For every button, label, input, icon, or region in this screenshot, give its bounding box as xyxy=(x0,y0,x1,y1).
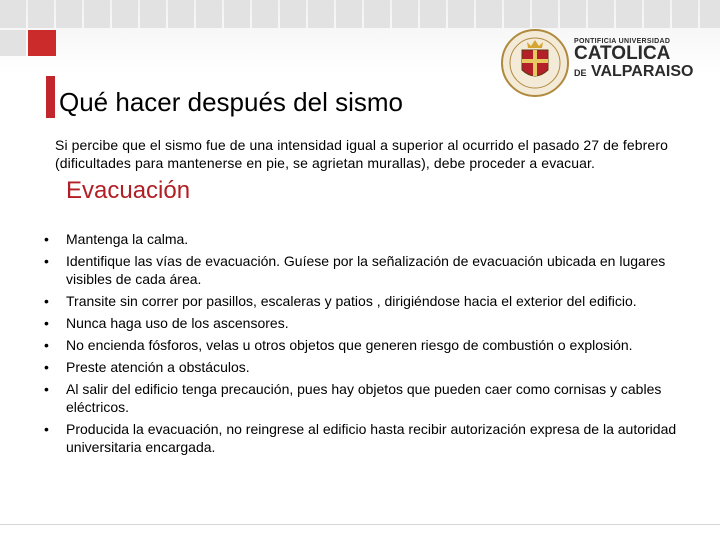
list-item-text: Al salir del edificio tenga precaución, pues hay objetos que pueden caer como cornisas y cables eléctricos. xyxy=(66,381,662,415)
deco-square xyxy=(364,0,390,28)
deco-square xyxy=(504,0,530,28)
list-item-text: Transite sin correr por pasillos, escaleras y patios , dirigiéndose hacia el exterior del edificio. xyxy=(66,293,637,309)
deco-square xyxy=(448,0,474,28)
deco-square xyxy=(336,0,362,28)
deco-square xyxy=(644,0,670,28)
deco-square xyxy=(140,0,166,28)
deco-square xyxy=(0,30,26,56)
intro-paragraph: Si percibe que el sismo fue de una intensidad igual a superior al ocurrido el pasado 27 de febrero (dificultades para mantenerse en pie, se agrietan murallas), debe proceder a evacuar. xyxy=(55,137,668,171)
bullet-icon: • xyxy=(44,253,49,269)
deco-square xyxy=(308,0,334,28)
logo-line3 xyxy=(574,63,694,81)
deco-square xyxy=(84,0,110,28)
deco-square xyxy=(392,0,418,28)
list-item-text: Identifique las vías de evacuación. Guíese por la señalización de evacuación ubicada en lugares visibles de cada área. xyxy=(66,253,666,287)
deco-square xyxy=(280,0,306,28)
logo-line2: CATOLICA xyxy=(574,43,671,64)
list-item-text: Nunca haga uso de los ascensores. xyxy=(66,315,289,331)
list-item xyxy=(44,314,684,332)
list-item-text: No encienda fósforos, velas u otros objetos que generen riesgo de combustión o explosión. xyxy=(66,337,633,353)
deco-square xyxy=(168,0,194,28)
list-item xyxy=(44,230,684,248)
deco-square xyxy=(224,0,250,28)
deco-square xyxy=(252,0,278,28)
bullet-icon: • xyxy=(44,359,49,375)
list-item-text: Mantenga la calma. xyxy=(66,231,189,247)
deco-square xyxy=(616,0,642,28)
logo-line1: PONTIFICIA UNIVERSIDAD xyxy=(574,38,671,45)
bullet-icon: • xyxy=(44,293,49,309)
deco-square-red xyxy=(28,30,56,56)
university-logo xyxy=(500,26,700,100)
logo-text xyxy=(574,38,694,81)
logo-line3-name: VALPARAISO xyxy=(590,63,694,80)
bottom-divider xyxy=(0,524,720,525)
logo-line3-prefix: DE xyxy=(574,68,587,78)
deco-square xyxy=(700,0,720,28)
list-item xyxy=(44,380,684,416)
list-item xyxy=(44,292,684,310)
deco-square xyxy=(588,0,614,28)
deco-square xyxy=(560,0,586,28)
list-item xyxy=(44,252,684,288)
section-title: Evacuación xyxy=(66,177,191,204)
deco-square xyxy=(420,0,446,28)
list-item xyxy=(44,358,684,376)
list-item xyxy=(44,420,684,456)
bullet-icon: • xyxy=(44,231,49,247)
evacuation-instructions-list xyxy=(44,230,684,460)
bullet-icon: • xyxy=(44,315,49,331)
university-seal-icon xyxy=(500,26,570,100)
list-item-text: Producida la evacuación, no reingrese al edificio hasta recibir autorización expresa de la autoridad universitaria encargada. xyxy=(66,421,677,455)
bullet-icon: • xyxy=(44,337,49,353)
deco-square xyxy=(476,0,502,28)
deco-square xyxy=(56,0,82,28)
deco-square xyxy=(0,0,26,28)
deco-square xyxy=(28,0,54,28)
deco-square xyxy=(672,0,698,28)
title-accent-bar xyxy=(46,76,55,118)
list-item xyxy=(44,336,684,354)
page-title: Qué hacer después del sismo xyxy=(59,87,403,117)
list-item-text: Preste atención a obstáculos. xyxy=(66,359,250,375)
deco-square xyxy=(112,0,138,28)
bullet-icon: • xyxy=(44,421,49,437)
deco-square xyxy=(196,0,222,28)
bullet-icon: • xyxy=(44,381,49,397)
deco-square xyxy=(532,0,558,28)
